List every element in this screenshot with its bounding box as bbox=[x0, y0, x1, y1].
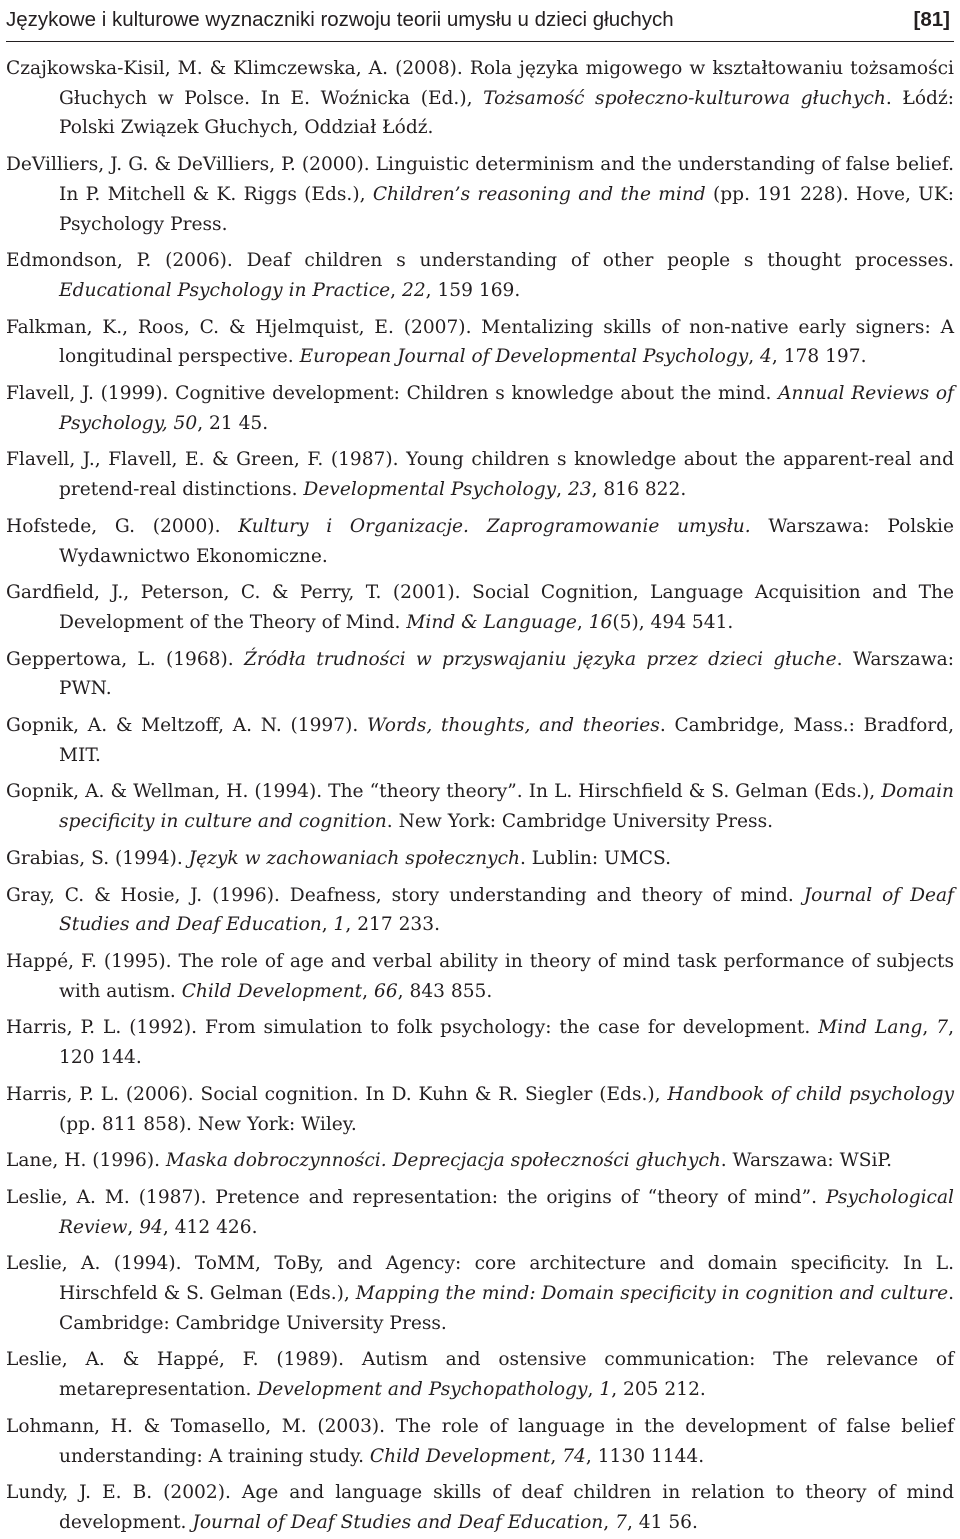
reference-text: . Łódź: Polski Związek Głuchych, Oddział Łódź. bbox=[59, 87, 955, 139]
reference-text: , bbox=[603, 1511, 616, 1533]
reference-text: , bbox=[362, 980, 374, 1002]
reference-text: , bbox=[587, 1379, 600, 1401]
reference-entry bbox=[6, 711, 954, 770]
reference-text: (pp. 811 858). New York: Wiley. bbox=[59, 1113, 357, 1135]
reference-entry bbox=[6, 881, 954, 940]
reference-text: , bbox=[922, 1017, 937, 1039]
reference-text: Harris, P. L. (1992). From simulation to folk psychology: the case for development. bbox=[6, 1017, 819, 1039]
reference-text: Grabias, S. (1994). bbox=[6, 847, 189, 869]
reference-text: Gopnik, A. & Wellman, H. (1994). The “theory theory”. In L. Hirschfield & S. Gelman (Eds.), bbox=[6, 781, 882, 803]
reference-italic-text: Język w zachowaniach społecznych bbox=[188, 847, 520, 869]
reference-text: . Cambridge: Cambridge University Press. bbox=[59, 1283, 954, 1334]
reference-entry bbox=[6, 1013, 954, 1072]
reference-italic-text: 74 bbox=[562, 1445, 586, 1467]
reference-italic-text: 22 bbox=[401, 279, 426, 301]
reference-italic-text: 7 bbox=[936, 1017, 949, 1039]
reference-text: Leslie, A. M. (1987). Pretence and representation: the origins of “theory of mind”. bbox=[6, 1186, 826, 1208]
reference-text: Hofstede, G. (2000). bbox=[6, 515, 239, 537]
reference-text: Lundy, J. E. B. (2002). Age and language skills of deaf children in relation to theory of mind development. bbox=[6, 1482, 954, 1533]
reference-text: Falkman, K., Roos, C. & Hjelmquist, E. (2007). Mentalizing skills of non-native early signers: A longitudinal perspective. bbox=[6, 316, 954, 368]
reference-italic-text: 94 bbox=[139, 1216, 163, 1238]
reference-text: DeVilliers, J. G. & DeVilliers, P. (2000). Linguistic determinism and the understanding of false belief. In P. Mitchell & K. Riggs (Eds.), bbox=[6, 154, 954, 205]
reference-entry bbox=[6, 1249, 954, 1338]
running-title: Językowe i kulturowe wyznaczniki rozwoju teorii umysłu u dzieci głuchych bbox=[6, 8, 674, 31]
reference-italic-text: Children’s reasoning and the mind bbox=[372, 183, 706, 205]
reference-text: , 816 822. bbox=[591, 479, 687, 501]
reference-entry bbox=[6, 947, 954, 1006]
reference-text: , 217 233. bbox=[345, 914, 440, 936]
reference-italic-text: Psychological Review bbox=[59, 1186, 954, 1238]
reference-text: , 412 426. bbox=[162, 1216, 258, 1238]
reference-text: , 1130 1144. bbox=[585, 1445, 705, 1467]
reference-text: . New York: Cambridge University Press. bbox=[386, 811, 774, 833]
reference-text: Lohmann, H. & Tomasello, M. (2003). The role of language in the development of false belief understanding: A training study. bbox=[6, 1415, 954, 1467]
reference-entry bbox=[6, 844, 954, 874]
reference-entry bbox=[6, 1146, 954, 1176]
reference-entry bbox=[6, 777, 954, 836]
reference-text: . Lublin: UMCS. bbox=[519, 847, 671, 869]
reference-entry bbox=[6, 313, 954, 372]
reference-italic-text: 16 bbox=[588, 611, 613, 633]
reference-italic-text: Educational Psychology in Practice bbox=[59, 279, 391, 301]
reference-text: , bbox=[321, 914, 334, 936]
reference-text: , bbox=[390, 279, 402, 301]
reference-text: , bbox=[556, 479, 568, 501]
reference-italic-text: 4 bbox=[760, 346, 772, 368]
reference-italic-text: 66 bbox=[374, 980, 398, 1002]
reference-text: , 41 56. bbox=[626, 1511, 698, 1533]
reference-text: , bbox=[127, 1216, 140, 1238]
reference-italic-text: Journal of Deaf Studies and Deaf Education bbox=[59, 884, 955, 936]
reference-text: Gardfield, J., Peterson, C. & Perry, T. (2001). Social Cognition, Language Acquisition and The Development of the Theory of Mind. bbox=[6, 582, 954, 633]
reference-italic-text: Źródła trudności w przyswajaniu języka przez dzieci głuche bbox=[243, 648, 837, 670]
reference-italic-text: Journal of Deaf Studies and Deaf Education bbox=[192, 1511, 604, 1533]
reference-italic-text: Annual Reviews of Psychology, 50 bbox=[59, 383, 954, 434]
reference-entry bbox=[6, 1478, 954, 1537]
reference-entry bbox=[6, 246, 954, 305]
reference-entry bbox=[6, 512, 954, 571]
reference-entry bbox=[6, 578, 954, 637]
reference-italic-text: Mapping the mind: Domain specificity in cognition and culture bbox=[355, 1283, 949, 1305]
reference-entry bbox=[6, 379, 954, 438]
reference-italic-text: Kultury i Organizacje. Zaprogramowanie umysłu. bbox=[238, 515, 751, 537]
reference-italic-text: Development and Psychopathology bbox=[257, 1379, 588, 1401]
reference-text: Leslie, A. & Happé, F. (1989). Autism and ostensive communication: The relevance of metarepresentation. bbox=[6, 1349, 954, 1401]
reference-text: , bbox=[576, 611, 589, 633]
reference-text: Gray, C. & Hosie, J. (1996). Deafness, story understanding and theory of mind. bbox=[6, 884, 804, 906]
reference-text: Flavell, J. (1999). Cognitive development: Children s knowledge about the mind. bbox=[6, 383, 779, 405]
reference-text: (5), 494 541. bbox=[612, 611, 734, 633]
reference-italic-text: Words, thoughts, and theories bbox=[366, 715, 660, 737]
reference-italic-text: Developmental Psychology bbox=[303, 479, 557, 501]
reference-text: . Cambridge, Mass.: Bradford, MIT. bbox=[59, 715, 954, 766]
reference-entry bbox=[6, 54, 954, 143]
reference-text: Warszawa: Polskie Wydawnictwo Ekonomiczne. bbox=[59, 515, 954, 567]
reference-italic-text: Mind Lang bbox=[818, 1017, 923, 1039]
reference-entry bbox=[6, 1080, 954, 1139]
reference-italic-text: European Journal of Developmental Psychology bbox=[299, 346, 749, 368]
reference-entry bbox=[6, 445, 954, 504]
reference-text: Gopnik, A. & Meltzoff, A. N. (1997). bbox=[6, 715, 367, 737]
reference-italic-text: Handbook of child psychology bbox=[667, 1083, 954, 1105]
reference-text: Flavell, J., Flavell, E. & Green, F. (1987). Young children s knowledge about the apparent-real and pretend-real distinctions. bbox=[6, 449, 954, 501]
reference-text: , 21 45. bbox=[197, 412, 269, 434]
reference-list bbox=[6, 54, 954, 1538]
reference-italic-text: Tożsamość społeczno-kulturowa głuchych bbox=[483, 87, 886, 109]
running-header bbox=[6, 0, 954, 42]
reference-text: Czajkowska-Kisil, M. & Klimczewska, A. (2008). Rola języka migowego w kształtowaniu tożsamości Głuchych w Polsce. In E. Woźnicka (Ed.), bbox=[6, 58, 954, 109]
reference-italic-text: 23 bbox=[567, 479, 592, 501]
reference-italic-text: 1 bbox=[333, 914, 346, 936]
reference-italic-text: Domain specificity in culture and cognition bbox=[59, 781, 954, 833]
reference-text: Happé, F. (1995). The role of age and verbal ability in theory of mind task performance of subjects with autism. bbox=[6, 950, 954, 1002]
reference-text: , 120 144. bbox=[59, 1017, 954, 1069]
reference-text: Edmondson, P. (2006). Deaf children s understanding of other people s thought processes. bbox=[6, 250, 954, 272]
reference-text: Leslie, A. (1994). ToMM, ToBy, and Agency: core architecture and domain specificity. In L. Hirschfeld & S. Gelman (Eds.), bbox=[6, 1253, 954, 1305]
reference-text: (pp. 191 228). Hove, UK: Psychology Press. bbox=[59, 183, 954, 235]
reference-entry bbox=[6, 1412, 954, 1471]
reference-entry bbox=[6, 150, 954, 239]
reference-text: , 159 169. bbox=[425, 279, 521, 301]
reference-text: . Warszawa: WSiP. bbox=[720, 1150, 893, 1172]
reference-text: , 843 855. bbox=[397, 980, 493, 1002]
reference-text: , 178 197. bbox=[771, 346, 867, 368]
reference-text: Geppertowa, L. (1968). bbox=[6, 648, 244, 670]
reference-italic-text: Mind & Language bbox=[406, 611, 577, 633]
reference-text: . Warszawa: PWN. bbox=[59, 648, 955, 700]
reference-italic-text: Maska dobroczynności. Deprecjacja społeczności głuchych bbox=[165, 1150, 721, 1172]
reference-italic-text: Child Development bbox=[181, 980, 363, 1002]
reference-text: , bbox=[748, 346, 761, 368]
reference-entry bbox=[6, 1183, 954, 1242]
reference-entry bbox=[6, 645, 954, 704]
reference-text: , 205 212. bbox=[611, 1379, 706, 1401]
reference-text: Harris, P. L. (2006). Social cognition. In D. Kuhn & R. Siegler (Eds.), bbox=[6, 1083, 668, 1105]
reference-entry bbox=[6, 1345, 954, 1404]
reference-italic-text: 7 bbox=[615, 1511, 627, 1533]
reference-text: Lane, H. (1996). bbox=[6, 1150, 166, 1172]
reference-italic-text: 1 bbox=[599, 1379, 612, 1401]
page-number: [81] bbox=[913, 8, 950, 31]
reference-text: , bbox=[550, 1445, 563, 1467]
reference-italic-text: Child Development bbox=[369, 1445, 551, 1467]
